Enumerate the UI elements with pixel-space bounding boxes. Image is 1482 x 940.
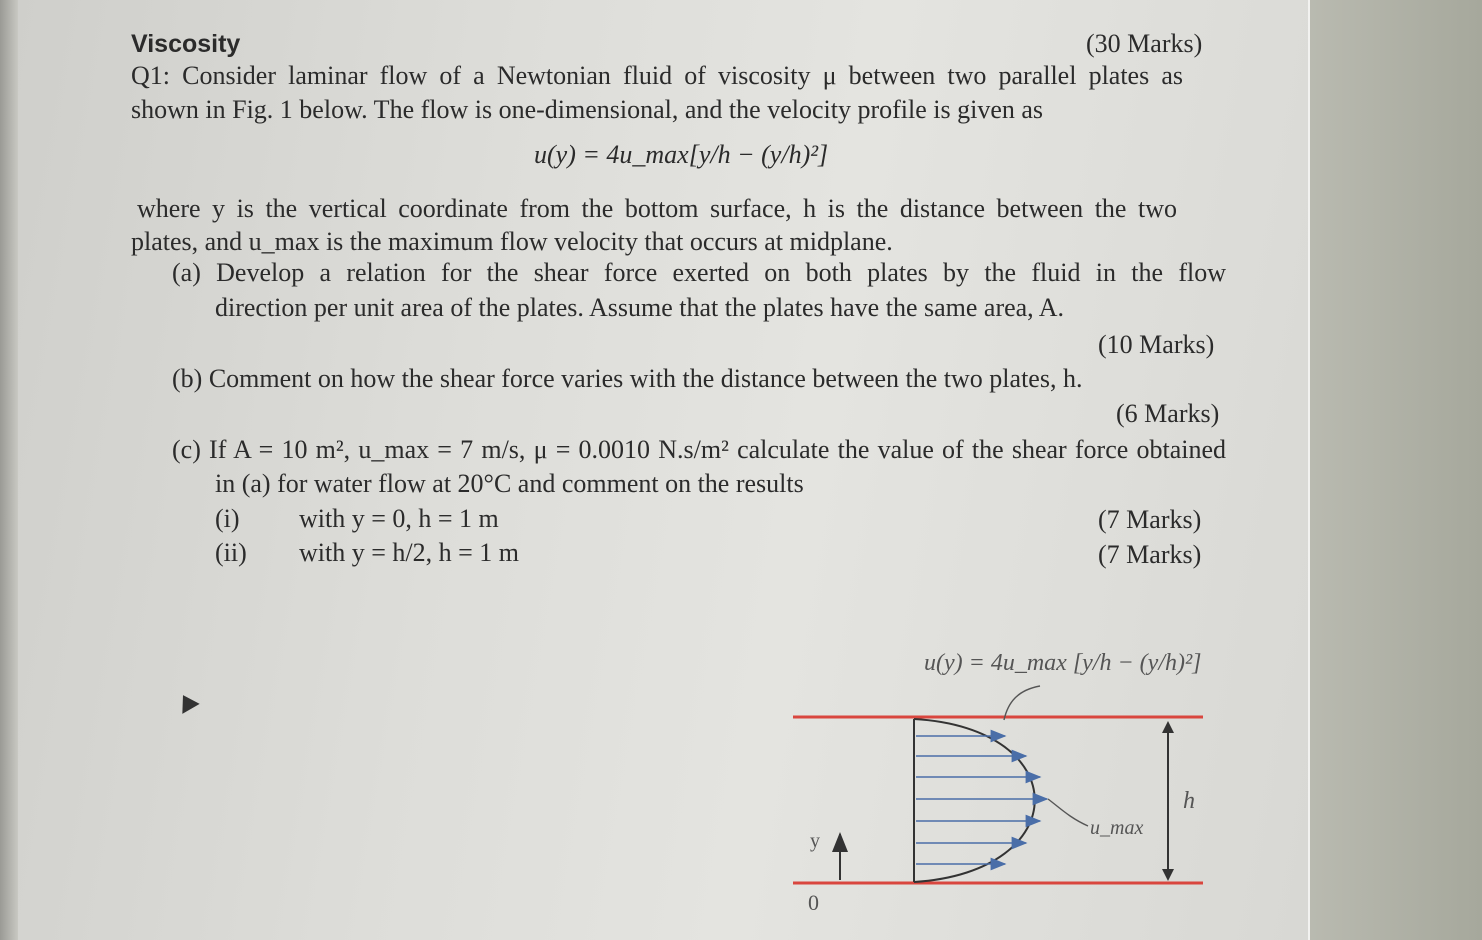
sub-ii-text: with y = h/2, h = 1 m [299, 538, 519, 567]
velocity-profile-curve [914, 719, 1035, 882]
label-h: h [1183, 788, 1195, 814]
velocity-equation: u(y) = 4u_max[y/h − (y/h)²] [534, 140, 829, 169]
sub-i-marks: (7 Marks) [1098, 505, 1202, 534]
sub-i-text: with y = 0, h = 1 m [299, 504, 499, 533]
label-y: y [810, 830, 820, 852]
part-b-marks: (6 Marks) [1116, 399, 1220, 428]
label-umax: u_max [1090, 817, 1144, 839]
document-title: Viscosity [131, 30, 241, 58]
part-a-line-1: (a) Develop a relation for the shear force exerted on both plates by the fluid in the flow [172, 258, 1226, 287]
part-c-line-1: (c) If A = 10 m², u_max = 7 m/s, μ = 0.0010 N.s/m² calculate the value of the shear force obtained [172, 435, 1226, 464]
where-line-2: plates, and u_max is the maximum flow velocity that occurs at midplane. [131, 227, 893, 256]
equation-leader-line [1004, 686, 1040, 720]
total-marks: (30 Marks) [1086, 29, 1203, 58]
velocity-arrows [916, 736, 1047, 864]
part-b: (b) Comment on how the shear force varies with the distance between the two plates, h. [172, 364, 1083, 393]
sub-ii-label: (ii) [215, 538, 247, 567]
umax-leader-line [1048, 799, 1088, 826]
where-line-1: where y is the vertical coordinate from the bottom surface, h is the distance between the two [137, 194, 1177, 223]
part-a-marks: (10 Marks) [1098, 330, 1215, 359]
part-a-line-2: direction per unit area of the plates. Assume that the plates have the same area, A. [215, 293, 1065, 322]
part-c-line-2: in (a) for water flow at 20°C and comment on the results [215, 469, 804, 498]
figure-equation: u(y) = 4u_max [y/h − (y/h)²] [924, 650, 1202, 676]
sub-ii-marks: (7 Marks) [1098, 540, 1202, 569]
sub-i-label: (i) [215, 504, 240, 533]
intro-line-1: Q1: Consider laminar flow of a Newtonian fluid of viscosity μ between two parallel plates as [131, 61, 1183, 90]
label-zero: 0 [808, 890, 819, 915]
intro-line-2: shown in Fig. 1 below. The flow is one-dimensional, and the velocity profile is given as [131, 95, 1044, 124]
